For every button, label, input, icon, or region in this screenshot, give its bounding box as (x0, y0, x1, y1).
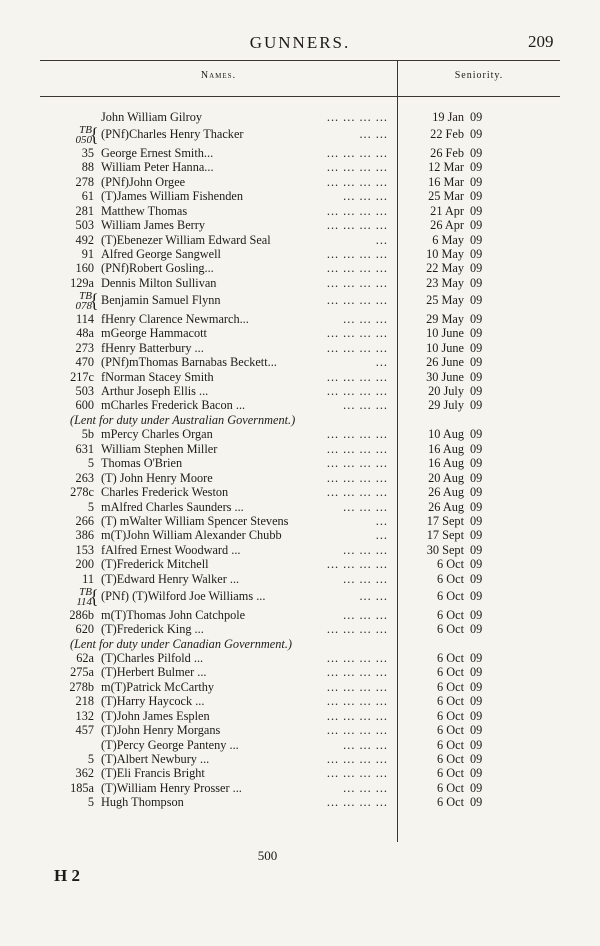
entry-name: mCharles Frederick Bacon ... (101, 398, 246, 413)
leader-dots: ... ... ... ... (326, 160, 388, 175)
roll-entry (0, 622, 600, 636)
leader-dots: ... (375, 513, 388, 528)
seniority-year: 09 (470, 203, 483, 218)
seniority-date: 22 May (426, 261, 464, 276)
roll-entry (0, 384, 600, 398)
entry-name: (T)Edward Henry Walker ... (101, 571, 240, 586)
entry-name: m(T)John William Alexander Chubb (101, 528, 282, 543)
leader-dots: ... (375, 355, 388, 370)
entry-name: Alfred George Sangwell (101, 247, 221, 261)
roll-entry (0, 427, 600, 441)
seniority-date: 6 Oct (437, 665, 464, 680)
leader-dots: ... ... ... (343, 780, 388, 795)
entry-name: mPercy Charles Organ (101, 427, 213, 442)
entry-number: 88 (81, 160, 94, 175)
seniority-date: 10 June (426, 326, 464, 341)
entry-number: 153 (75, 542, 94, 557)
seniority-year: 09 (470, 607, 483, 622)
roll-entry (0, 781, 600, 795)
leader-dots: ... ... ... (343, 499, 388, 514)
column-header-names: Names. (200, 70, 237, 81)
seniority-year: 09 (470, 189, 483, 204)
seniority-date: 25 Mar (428, 189, 464, 204)
lent-note (0, 413, 600, 427)
roll-entry (0, 456, 600, 470)
seniority-date: 10 June (426, 340, 464, 355)
roll-entry (0, 110, 600, 124)
entry-name: Hugh Thompson (101, 795, 184, 810)
roll-entry (0, 723, 600, 737)
seniority-date: 30 Sept (426, 542, 464, 557)
seniority-year: 09 (470, 557, 483, 572)
seniority-date: 23 May (426, 275, 464, 290)
entry-number: 91 (81, 247, 94, 261)
roll-entry (0, 709, 600, 723)
entry-name: (T) John Henry Moore (101, 470, 213, 485)
roll-entry (0, 500, 600, 514)
entry-name: (T)Frederick King ... (101, 622, 204, 637)
seniority-year: 09 (470, 485, 483, 500)
seniority-date: 6 Oct (437, 571, 464, 586)
entry-number: 620 (75, 622, 94, 637)
roll-entry (0, 261, 600, 275)
seniority-date: 25 May (426, 293, 464, 308)
entry-name: (PNf)John Orgee (101, 174, 186, 189)
entry-number: 492 (75, 232, 94, 247)
seniority-year: 09 (470, 369, 483, 384)
roll-entry (0, 557, 600, 571)
seniority-date: 6 May (432, 232, 464, 247)
tb-line: 050 (75, 134, 92, 147)
entry-number: 61 (81, 189, 94, 204)
column-header-seniority: Seniority. (454, 70, 504, 81)
seniority-date: 26 Feb (430, 145, 464, 160)
entry-name: mAlfred Charles Saunders ... (101, 499, 244, 514)
entry-name: Charles Frederick Weston (101, 485, 229, 500)
leader-dots: ... ... (359, 127, 388, 142)
roll-entry (0, 694, 600, 708)
roll-entry (0, 247, 600, 261)
brace-mark: { (90, 124, 99, 147)
entry-number: 218 (75, 694, 94, 709)
leader-dots: ... ... ... (343, 189, 388, 204)
roll-entry (0, 290, 600, 312)
leader-dots: ... ... ... (343, 737, 388, 752)
seniority-year: 09 (470, 752, 483, 766)
entry-name: Benjamin Samuel Flynn (101, 293, 221, 308)
leader-dots: ... ... ... ... (326, 293, 388, 308)
tb-line: 078 (75, 300, 92, 313)
seniority-year: 09 (470, 110, 483, 124)
leader-dots: ... ... ... ... (326, 326, 388, 341)
signature-mark: H 2 (54, 866, 80, 885)
entry-number: 600 (75, 398, 94, 413)
seniority-year: 09 (470, 571, 483, 586)
page-title: GUNNERS. (249, 33, 351, 52)
tb-line: 114 (76, 596, 92, 609)
entry-number: 278 (75, 174, 94, 189)
roll-entry (0, 341, 600, 355)
entry-number: 114 (76, 311, 94, 326)
entry-name: (PNf)Charles Henry Thacker (101, 127, 244, 142)
entry-name: (T)Percy George Panteny ... (101, 737, 239, 752)
seniority-date: 6 Oct (437, 752, 464, 766)
roll-entry (0, 218, 600, 232)
entry-number: 132 (75, 708, 94, 723)
entry-name: (T) mWalter William Spencer Stevens (101, 513, 289, 528)
seniority-date: 6 Oct (437, 694, 464, 709)
seniority-year: 09 (470, 261, 483, 276)
top-rule (40, 60, 560, 61)
entry-name: (T)John James Esplen (101, 708, 210, 723)
entry-number: 160 (75, 261, 94, 276)
entry-number: 362 (75, 766, 94, 781)
seniority-date: 6 Oct (437, 650, 464, 665)
roll-entry (0, 680, 600, 694)
leader-dots: ... ... ... ... (326, 203, 388, 218)
seniority-year: 09 (470, 311, 483, 326)
seniority-date: 10 Aug (428, 427, 464, 442)
seniority-year: 09 (470, 723, 483, 738)
entry-name: (T)James William Fishenden (101, 189, 244, 204)
leader-dots: ... ... ... ... (326, 427, 388, 442)
entry-number: 278c (70, 485, 94, 500)
entry-number: 200 (75, 557, 94, 572)
entry-number: 129a (70, 275, 94, 290)
entry-name: John William Gilroy (101, 110, 203, 124)
tb-reference (58, 125, 92, 145)
leader-dots: ... ... ... ... (326, 261, 388, 276)
footer-number: 500 (257, 848, 278, 863)
leader-dots: ... ... ... (343, 607, 388, 622)
seniority-date: 19 Jan (432, 110, 464, 124)
roll-entry (0, 204, 600, 218)
entry-name: (T)William Henry Prosser ... (101, 780, 242, 795)
leader-dots: ... ... (359, 589, 388, 604)
roll-entry (0, 442, 600, 456)
roll-entry (0, 189, 600, 203)
roll-entry (0, 312, 600, 326)
entry-name: (T)Charles Pilfold ... (101, 650, 204, 665)
entry-name: m(T)Patrick McCarthy (101, 679, 215, 694)
header-rule (40, 96, 560, 97)
seniority-date: 17 Sept (426, 513, 464, 528)
seniority-date: 6 Oct (437, 589, 464, 604)
leader-dots: ... ... ... ... (326, 665, 388, 680)
leader-dots: ... ... ... ... (326, 456, 388, 471)
entry-name: Dennis Milton Sullivan (101, 275, 217, 290)
seniority-year: 09 (470, 513, 483, 528)
seniority-year: 09 (470, 384, 483, 398)
leader-dots: ... ... ... ... (326, 795, 388, 810)
entry-number: 278b (69, 679, 94, 694)
leader-dots: ... ... ... ... (326, 650, 388, 665)
seniority-date: 26 Apr (430, 218, 464, 233)
seniority-year: 09 (470, 427, 483, 442)
seniority-year: 09 (470, 326, 483, 341)
entry-name: Matthew Thomas (101, 203, 188, 218)
seniority-date: 6 Oct (437, 780, 464, 795)
seniority-date: 21 Apr (430, 203, 464, 218)
entry-name: (PNf) (T)Wilford Joe Williams ... (101, 589, 266, 604)
seniority-year: 09 (470, 650, 483, 665)
seniority-date: 6 Oct (437, 557, 464, 572)
seniority-year: 09 (470, 340, 483, 355)
seniority-date: 6 Oct (437, 607, 464, 622)
seniority-year: 09 (470, 499, 483, 514)
entry-name: Thomas O'Brien (101, 456, 183, 471)
leader-dots: ... ... ... ... (326, 384, 388, 398)
seniority-year: 09 (470, 780, 483, 795)
tb-reference (58, 587, 92, 607)
entry-number: 185a (70, 780, 94, 795)
seniority-date: 16 Mar (428, 174, 464, 189)
roll-entry (0, 572, 600, 586)
seniority-year: 09 (470, 766, 483, 781)
roll-entry (0, 355, 600, 369)
leader-dots: ... ... ... ... (326, 174, 388, 189)
leader-dots: ... ... ... ... (326, 622, 388, 637)
leader-dots: ... (375, 528, 388, 543)
leader-dots: ... ... ... ... (326, 218, 388, 233)
leader-dots: ... ... ... ... (326, 557, 388, 572)
roll-entry (0, 608, 600, 622)
entry-number: 386 (75, 528, 94, 543)
entry-name: (T)Ebenezer William Edward Seal (101, 232, 271, 247)
seniority-year: 09 (470, 174, 483, 189)
entry-number: 457 (75, 723, 94, 738)
roll-entry (0, 651, 600, 665)
seniority-date: 16 Aug (428, 456, 464, 471)
roll-entry (0, 160, 600, 174)
lent-note (0, 637, 600, 651)
seniority-year: 09 (470, 441, 483, 456)
note-text: (Lent for duty under Canadian Government.) (70, 636, 292, 651)
seniority-year: 09 (470, 665, 483, 680)
seniority-date: 17 Sept (426, 528, 464, 543)
leader-dots: ... ... ... ... (326, 766, 388, 781)
roll-entry (0, 233, 600, 247)
seniority-date: 6 Oct (437, 622, 464, 637)
page-number: 209 (528, 32, 554, 51)
entry-number: 286b (69, 607, 94, 622)
entry-number: 5 (87, 499, 94, 514)
seniority-date: 16 Aug (428, 441, 464, 456)
seniority-date: 20 Aug (428, 470, 464, 485)
leader-dots: ... ... ... ... (326, 247, 388, 261)
seniority-date: 20 July (428, 384, 464, 398)
entry-name: (T)John Henry Morgans (101, 723, 221, 738)
roll-entry (0, 738, 600, 752)
leader-dots: ... ... ... ... (326, 340, 388, 355)
entry-name: fNorman Stacey Smith (101, 369, 214, 384)
roll-entry (0, 326, 600, 340)
tb-line: TB (79, 586, 92, 599)
entry-name: George Ernest Smith... (101, 145, 214, 160)
seniority-year: 09 (470, 127, 483, 142)
entry-name: William Stephen Miller (101, 441, 218, 456)
seniority-year: 09 (470, 145, 483, 160)
seniority-year: 09 (470, 708, 483, 723)
seniority-year: 09 (470, 218, 483, 233)
leader-dots: ... ... ... (343, 398, 388, 413)
seniority-year: 09 (470, 293, 483, 308)
seniority-date: 6 Oct (437, 679, 464, 694)
entry-name: fHenry Clarence Newmarch... (101, 311, 249, 326)
seniority-year: 09 (470, 542, 483, 557)
seniority-date: 22 Feb (430, 127, 464, 142)
entry-number: 35 (81, 145, 94, 160)
note-text: (Lent for duty under Australian Government.) (70, 412, 296, 427)
roll-entry (0, 543, 600, 557)
roll-entry (0, 665, 600, 679)
seniority-year: 09 (470, 470, 483, 485)
roll-entry (0, 586, 600, 608)
entry-number: 217c (70, 369, 94, 384)
roll-entry (0, 398, 600, 412)
seniority-year: 09 (470, 528, 483, 543)
seniority-year: 09 (470, 589, 483, 604)
seniority-year: 09 (470, 232, 483, 247)
leader-dots: ... ... ... ... (326, 470, 388, 485)
seniority-year: 09 (470, 160, 483, 175)
seniority-date: 26 Aug (428, 499, 464, 514)
seniority-year: 09 (470, 247, 483, 261)
seniority-date: 6 Oct (437, 766, 464, 781)
entry-name: (PNf)Robert Gosling... (101, 261, 214, 276)
seniority-year: 09 (470, 622, 483, 637)
entry-number: 266 (75, 513, 94, 528)
seniority-date: 6 Oct (437, 708, 464, 723)
entry-number: 275a (70, 665, 94, 680)
seniority-year: 09 (470, 795, 483, 810)
leader-dots: ... ... ... (343, 311, 388, 326)
seniority-date: 6 Oct (437, 795, 464, 810)
leader-dots: ... ... ... ... (326, 708, 388, 723)
brace-mark: { (90, 586, 99, 609)
entry-number: 273 (75, 340, 94, 355)
entry-name: mGeorge Hammacott (101, 326, 207, 341)
entry-name: William Peter Hanna... (101, 160, 214, 175)
roll-entry (0, 528, 600, 542)
roll-entry (0, 370, 600, 384)
seniority-date: 10 May (426, 247, 464, 261)
seniority-date: 30 June (426, 369, 464, 384)
leader-dots: ... (375, 232, 388, 247)
leader-dots: ... ... ... ... (326, 723, 388, 738)
seniority-date: 29 July (428, 398, 464, 413)
leader-dots: ... ... ... ... (326, 485, 388, 500)
entry-number: 5 (87, 752, 94, 766)
roll-entry (0, 175, 600, 189)
leader-dots: ... ... ... (343, 571, 388, 586)
leader-dots: ... ... ... ... (326, 110, 388, 124)
leader-dots: ... ... ... ... (326, 145, 388, 160)
seniority-year: 09 (470, 355, 483, 370)
seniority-year: 09 (470, 398, 483, 413)
seniority-date: 26 June (426, 355, 464, 370)
seniority-year: 09 (470, 456, 483, 471)
entry-number: 503 (75, 384, 94, 398)
leader-dots: ... ... ... (343, 542, 388, 557)
entry-number: 503 (75, 218, 94, 233)
entry-name: fHenry Batterbury ... (101, 340, 204, 355)
roll-entry (0, 124, 600, 146)
entry-number: 62a (76, 650, 94, 665)
seniority-year: 09 (470, 275, 483, 290)
tb-line: TB (79, 124, 92, 137)
leader-dots: ... ... ... ... (326, 441, 388, 456)
entry-name: fAlfred Ernest Woodward ... (101, 542, 241, 557)
roll-entry (0, 276, 600, 290)
entry-name: m(T)Thomas John Catchpole (101, 607, 246, 622)
entry-number: 281 (75, 203, 94, 218)
entry-name: (T)Herbert Bulmer ... (101, 665, 207, 680)
entry-number: 5b (81, 427, 94, 442)
entry-number: 5 (87, 795, 94, 810)
entry-name: (PNf)mThomas Barnabas Beckett... (101, 355, 277, 370)
entry-number: 48a (76, 326, 94, 341)
seniority-date: 12 Mar (428, 160, 464, 175)
seniority-date: 6 Oct (437, 737, 464, 752)
seniority-year: 09 (470, 694, 483, 709)
brace-mark: { (90, 290, 99, 313)
entry-name: (T)Frederick Mitchell (101, 557, 209, 572)
leader-dots: ... ... ... ... (326, 275, 388, 290)
entry-number: 5 (87, 456, 94, 471)
leader-dots: ... ... ... ... (326, 369, 388, 384)
seniority-year: 09 (470, 737, 483, 752)
roll-list (0, 110, 600, 810)
roll-entry (0, 514, 600, 528)
entry-number: 11 (82, 571, 94, 586)
entry-number: 631 (75, 441, 94, 456)
seniority-date: 26 Aug (428, 485, 464, 500)
leader-dots: ... ... ... ... (326, 679, 388, 694)
tb-reference (58, 291, 92, 311)
leader-dots: ... ... ... ... (326, 752, 388, 766)
entry-number: 263 (75, 470, 94, 485)
entry-name: (T)Eli Francis Bright (101, 766, 205, 781)
seniority-date: 29 May (426, 311, 464, 326)
seniority-year: 09 (470, 679, 483, 694)
entry-name: William James Berry (101, 218, 206, 233)
roll-entry (0, 485, 600, 499)
entry-number: 470 (75, 355, 94, 370)
leader-dots: ... ... ... ... (326, 694, 388, 709)
entry-name: (T)Albert Newbury ... (101, 752, 210, 766)
roll-entry (0, 471, 600, 485)
seniority-date: 6 Oct (437, 723, 464, 738)
entry-name: Arthur Joseph Ellis ... (101, 384, 209, 398)
tb-line: TB (79, 290, 92, 303)
roll-entry (0, 752, 600, 766)
entry-name: (T)Harry Haycock ... (101, 694, 205, 709)
roll-entry (0, 146, 600, 160)
roll-entry (0, 766, 600, 780)
roll-entry (0, 795, 600, 809)
